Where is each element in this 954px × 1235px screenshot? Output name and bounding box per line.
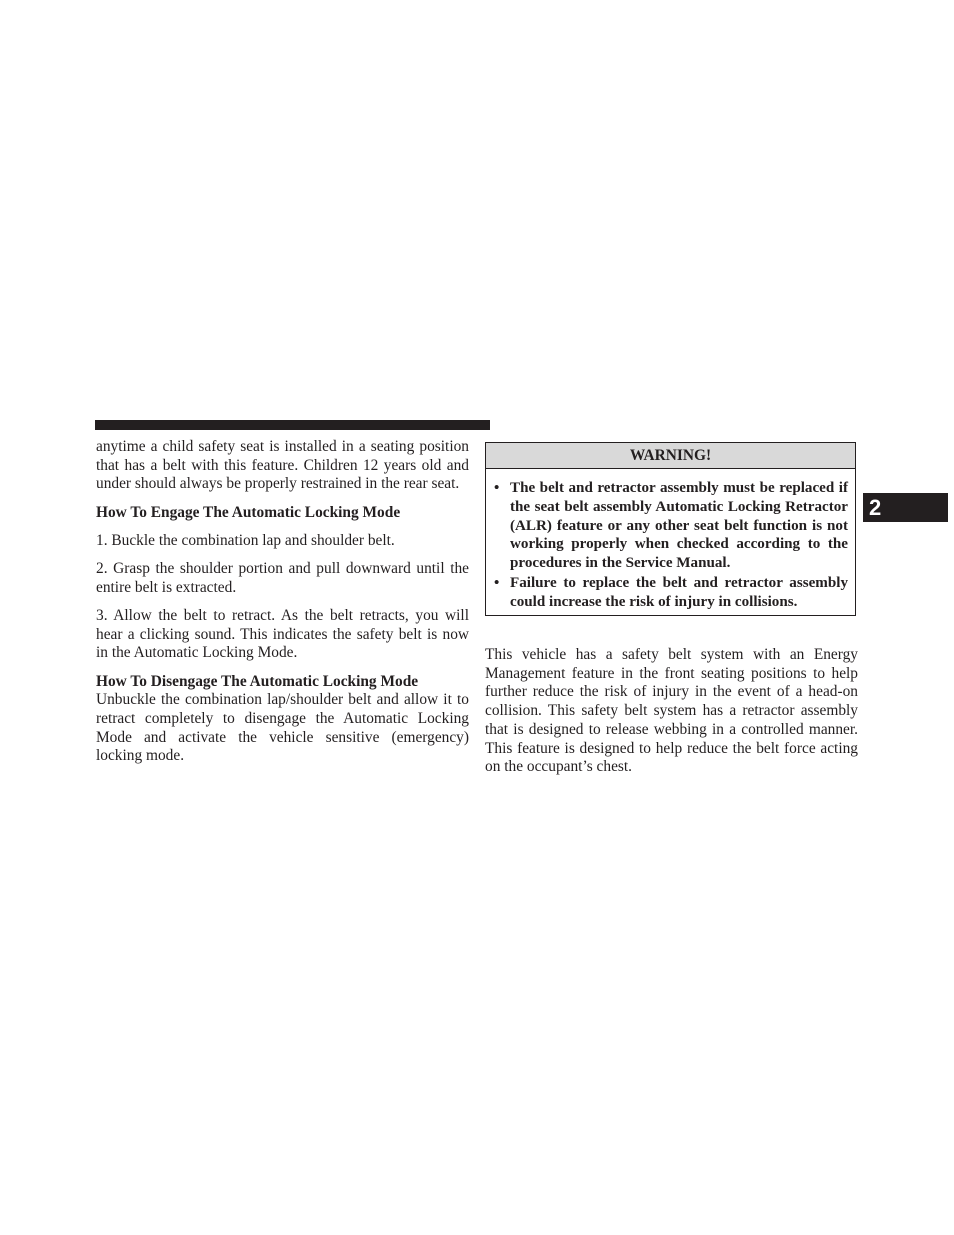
warning-item-text: The belt and retractor assembly must be replaced if the seat belt assembly Automatic Locking Retractor (ALR) feature or any other seat belt function is not working properly when checked according to the procedures in the Service Manual. [510,480,848,572]
disengage-paragraph: Unbuckle the combination lap/shoulder belt and allow it to retract completely to disengage the Automatic Locking Mode and activate the vehicle sensitive (emergency) locking mode. [96,691,469,765]
engage-step-1: 1. Buckle the combination lap and shoulder belt. [96,531,395,549]
intro-paragraph: anytime a child safety seat is installed in a seating position that has a belt with this feature. Children 12 years old and under should always be properly restrained in the rear seat. [96,438,469,493]
warning-item-text: Failure to replace the belt and retractor assembly could increase the risk of injury in collisions. [510,574,848,610]
section-top-rule [95,420,490,430]
warning-box [485,442,856,616]
engage-step-3: 3. Allow the belt to retract. As the belt retracts, you will hear a clicking sound. This indicates the safety belt is now in the Automatic Locking Mode. [96,606,469,662]
warning-title: WARNING! [486,443,855,469]
left-column [96,438,469,776]
bullet-icon: • [494,480,500,496]
warning-item [494,574,848,612]
chapter-number: 2 [869,495,882,520]
engage-heading: How To Engage The Automatic Locking Mode [96,503,401,521]
engage-step-2: 2. Grasp the shoulder portion and pull downward until the entire belt is extracted. [96,560,469,596]
energy-management-paragraph: This vehicle has a safety belt system with an Energy Management feature in the front seating positions to help further reduce the risk of injury in the event of a head-on collision. This safety belt system has a retractor assembly that is designed to release webbing in a controlled manner. This feature is designed to help reduce the belt force acting on the occupant’s chest. [485,646,858,776]
chapter-tab [863,493,948,522]
right-column [485,646,858,777]
bullet-icon: • [494,574,500,591]
disengage-heading: How To Disengage The Automatic Locking Mode [96,672,419,690]
warning-item [494,479,848,573]
warning-list [486,469,855,612]
